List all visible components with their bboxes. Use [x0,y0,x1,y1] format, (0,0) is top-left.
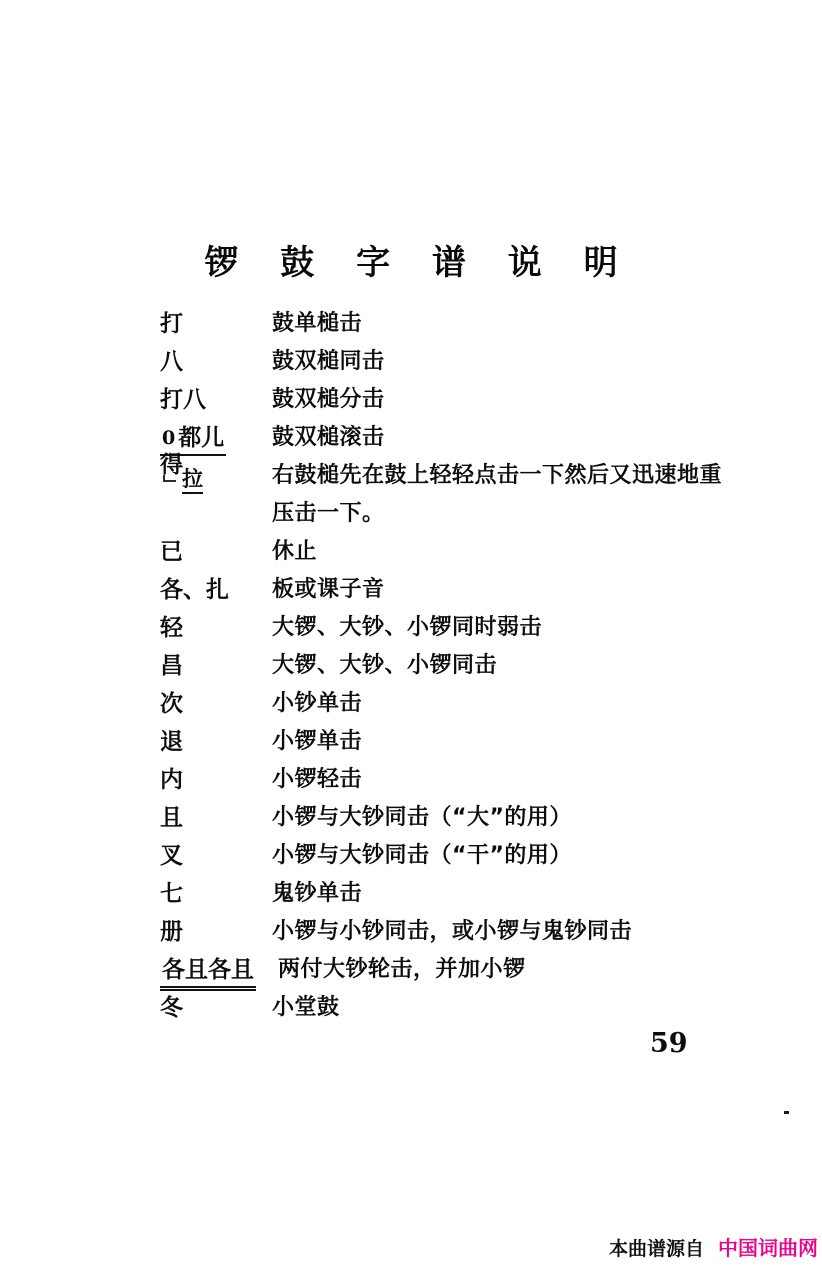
symbol-cell: 叉 [160,843,183,869]
symbol-cell [160,452,272,495]
symbol-cell: 打 [160,311,183,337]
description-cell: 小钞单击 [272,691,363,716]
page-number: 59 [650,1028,688,1059]
description-cell: 小锣与小钞同击，或小锣与鬼钞同击 [272,919,633,944]
glossary-table [160,305,760,1027]
table-row [160,951,760,989]
symbol-cell: 册 [160,919,183,945]
scan-artifact-speck [784,1111,789,1114]
description-cell: 两付大钞轮击，并加小锣 [278,957,526,982]
table-row [160,799,760,837]
symbol-cell [160,951,278,989]
double-underlined-symbol-group: 各且各且 [160,955,256,988]
table-row [160,381,760,419]
description-cell: 休止 [272,539,318,564]
description-cell: 小堂鼓 [272,995,340,1020]
symbol-cell: 冬 [160,995,183,1021]
description-cell: 大锣、大钞、小锣同时弱击 [272,615,543,640]
table-row [160,875,760,913]
table-row [160,609,760,647]
description-cell: 鼓双槌同击 [272,349,385,374]
page-title: 锣 鼓 字 谱 说 明 [204,242,633,283]
description-cell: 鼓双槌滚击 [272,425,385,450]
description-cell-line2: 压击一下。 [272,501,385,526]
description-cell: 鬼钞单击 [272,881,363,906]
table-row [160,452,760,533]
symbol-cell: 各、扎 [160,577,229,603]
symbol-text: 都儿 [178,425,225,451]
zero-rest-mark: 0 [162,427,176,449]
symbol-cell: 次 [160,691,183,717]
description-cell: 鼓单槌击 [272,311,363,336]
symbol-cell: 内 [160,767,183,793]
description-cell: 右鼓槌先在鼓上轻轻点击一下然后又迅速地重 [272,463,723,488]
symbol-cell: 退 [160,729,183,755]
table-row [160,533,760,571]
symbol-cell: 打八 [160,387,206,413]
grace-note-char: 得 [160,452,183,478]
description-cell: 小锣与大钞同击（“干”的用） [272,843,572,868]
description-cell: 大锣、大钞、小锣同击 [272,653,498,678]
table-row [160,723,760,761]
footer-source-label: 本曲谱源自 [608,1238,704,1260]
description-cell: 小锣与大钞同击（“大”的用） [272,805,572,830]
description-cell: 小锣单击 [272,729,363,754]
table-row [160,761,760,799]
description-cell: 板或课子音 [272,577,385,602]
symbol-cell: 轻 [160,615,183,641]
table-row [160,343,760,381]
table-row [160,305,760,343]
main-note-char: 拉 [182,466,203,494]
symbol-cell: 且 [160,805,183,831]
table-row [160,913,760,951]
symbol-cell: 七 [160,881,183,907]
symbol-cell: 已 [160,539,183,565]
footer-brand-name: 中国词曲网 [718,1236,818,1260]
table-row [160,647,760,685]
table-row [160,419,760,457]
table-row [160,571,760,609]
footer-watermark [0,1232,822,1261]
table-row [160,685,760,723]
slur-icon [163,474,178,483]
symbol-cell: 昌 [160,653,183,679]
description-cell: 小锣轻击 [272,767,363,792]
grace-note-symbol-group [160,452,260,495]
description-cell: 鼓双槌分击 [272,387,385,412]
symbol-cell: 八 [160,349,183,375]
table-row [160,989,760,1027]
table-row [160,837,760,875]
